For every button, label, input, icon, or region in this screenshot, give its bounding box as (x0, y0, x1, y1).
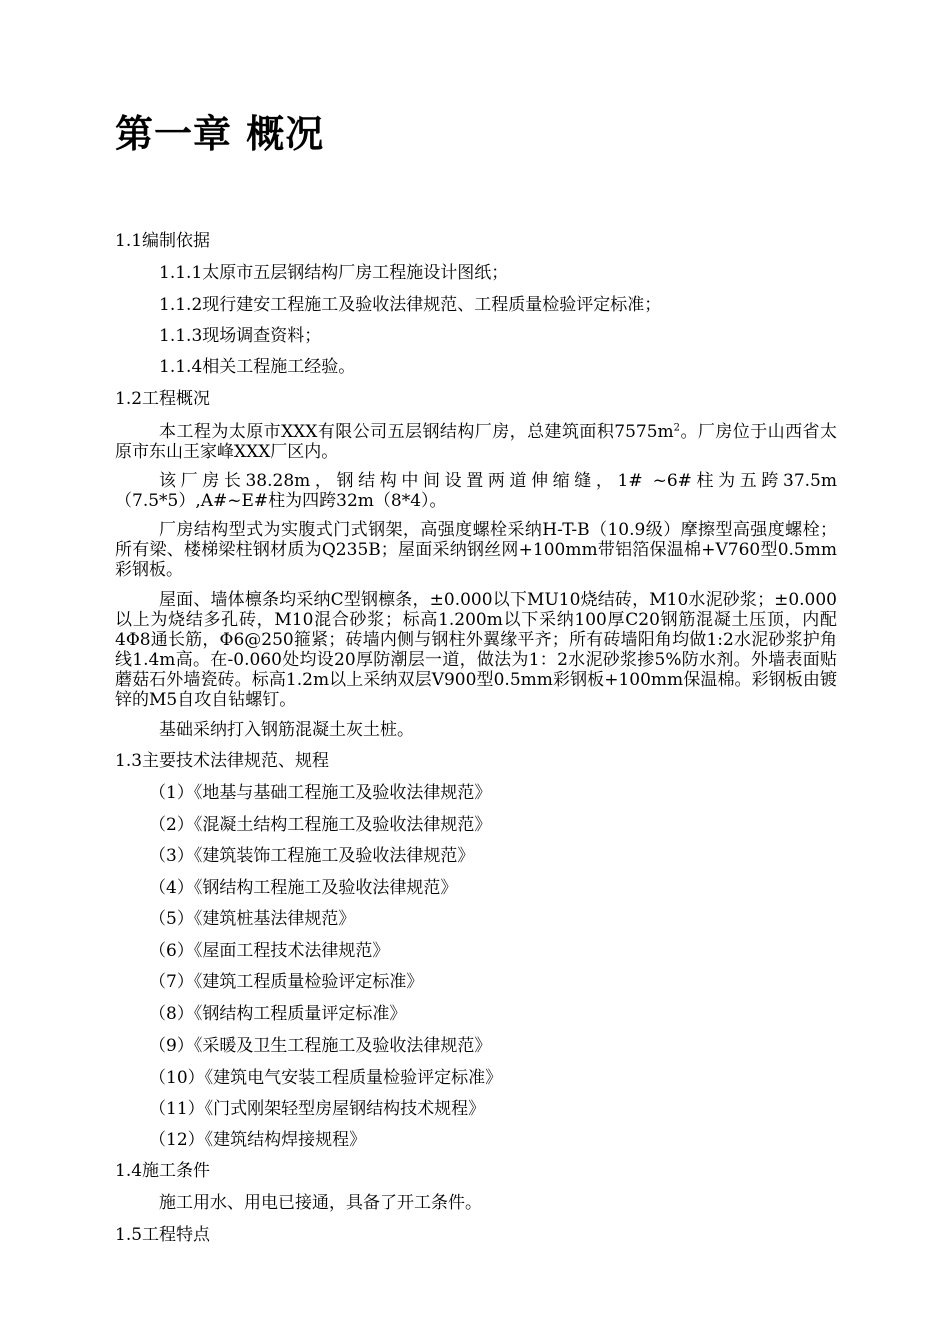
overview-paragraph-5: 基础采纳打入钢筋混凝土灰土桩。 (159, 720, 414, 740)
overview-p1-text: 本工程为太原市XXX有限公司五层钢结构厂房，总建筑面积7575m (159, 422, 674, 442)
standard-item: （7）《建筑工程质量检验评定标准》 (149, 972, 424, 992)
section-heading-1-3: 1.3主要技术法律规范、规程 (115, 751, 330, 771)
superscript-2: 2 (673, 422, 681, 434)
standard-item: （3）《建筑装饰工程施工及验收法律规范》 (149, 846, 475, 866)
standard-item: （10）《建筑电气安装工程质量检验评定标准》 (149, 1068, 503, 1088)
basis-item-4: 1.1.4相关工程施工经验。 (159, 357, 356, 377)
overview-paragraph-2: 该厂房长38.28m，钢结构中间设置两道伸缩缝，1# ~6#柱为五跨37.5m（7.5*5）,A#~E#柱为四跨32m（8*4）。 (115, 471, 837, 511)
standard-item: （6）《屋面工程技术法律规范》 (149, 941, 390, 961)
basis-item-3: 1.1.3现场调查资料； (159, 326, 322, 346)
overview-paragraph-4: 屋面、墙体檩条均采纳C型钢檩条，±0.000以下MU10烧结砖，M10水泥砂浆；±0.000以上为烧结多孔砖，M10混合砂浆；标高1.200m以下采纳100厚C20钢筋混凝土压顶，内配4Φ8通长筋，Φ6@250箍紧；砖墙内侧与钢柱外翼缘平齐；所有砖墙阳角均做1:2水泥砂浆护角线1.4m高。在-0.060处均设20厚防潮层一道，做法为1：2水泥砂浆掺5%防水剂。外墙表面贴蘑菇石外墙瓷砖。标高1.2m以上采纳双层V900型0.5mm彩钢板+100mm保温棉。彩钢板由镀锌的M5自攻自钻螺钉。 (115, 590, 837, 710)
standard-item: （5）《建筑桩基法律规范》 (149, 909, 356, 929)
section-heading-1-4: 1.4施工条件 (115, 1161, 211, 1181)
standard-item: （8）《钢结构工程质量评定标准》 (149, 1004, 407, 1024)
overview-paragraph-1 (115, 422, 837, 462)
overview-p1-text-end: 。厂房位于山西省太原市东山王家峰XXX厂区内。 (115, 422, 837, 462)
chapter-title: 第一章 概况 (115, 112, 325, 156)
section-heading-1-1: 1.1编制依据 (115, 231, 211, 251)
basis-item-2: 1.1.2现行建安工程施工及验收法律规范、工程质量检验评定标准； (159, 295, 662, 315)
section-heading-1-2: 1.2工程概况 (115, 389, 211, 409)
standard-item: （1）《地基与基础工程施工及验收法律规范》 (149, 783, 492, 803)
overview-paragraph-3: 厂房结构型式为实腹式门式钢架，高强度螺栓采纳H-T-B（10.9级）摩擦型高强度螺栓；所有梁、楼梯梁柱钢材质为Q235B；屋面采纳钢丝网+100mm带铝箔保温棉+V760型0.5mm彩钢板。 (115, 520, 837, 580)
standard-item: （12）《建筑结构焊接规程》 (149, 1130, 367, 1150)
standard-item: （11）《门式刚架轻型房屋钢结构技术规程》 (149, 1099, 486, 1119)
conditions-paragraph: 施工用水、用电已接通，具备了开工条件。 (159, 1193, 482, 1213)
standard-item: （9）《采暖及卫生工程施工及验收法律规范》 (149, 1036, 492, 1056)
section-heading-1-5: 1.5工程特点 (115, 1225, 211, 1245)
standard-item: （4）《钢结构工程施工及验收法律规范》 (149, 878, 458, 898)
standard-item: （2）《混凝土结构工程施工及验收法律规范》 (149, 815, 492, 835)
basis-item-1: 1.1.1太原市五层钢结构厂房工程施设计图纸； (159, 263, 509, 283)
